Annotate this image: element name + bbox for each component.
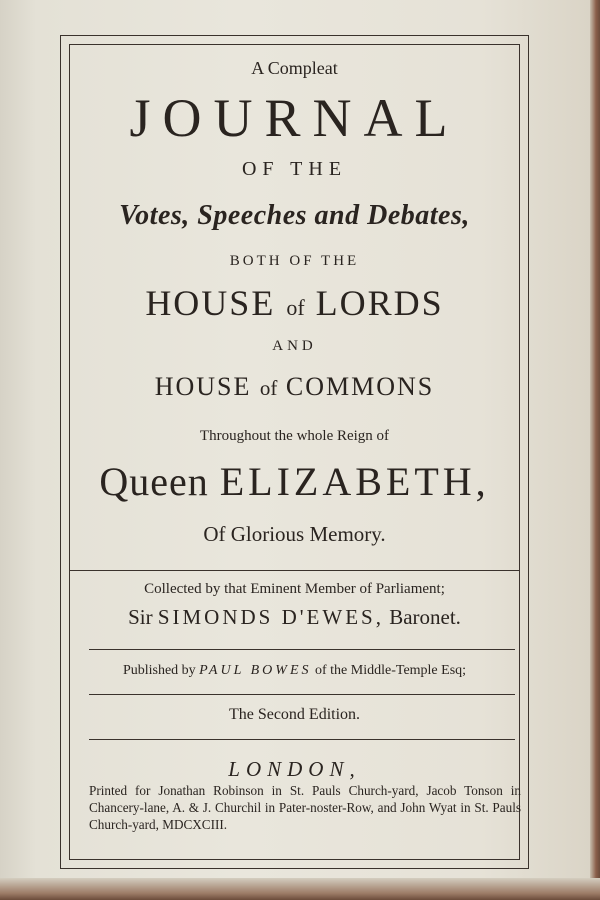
queen-word: Queen bbox=[99, 459, 209, 504]
title-line-and: AND bbox=[272, 338, 317, 354]
publisher-name: PAUL BOWES bbox=[199, 663, 312, 678]
published-by-text: Published by bbox=[122, 663, 196, 678]
title-line-house-of-commons bbox=[69, 372, 520, 402]
title-line-compleat: A Compleat bbox=[251, 58, 338, 78]
lords-of-word: of bbox=[286, 295, 305, 320]
book-binding-edge bbox=[0, 878, 600, 900]
title-line-both-of-the: BOTH OF THE bbox=[229, 253, 360, 269]
author-title: Sir bbox=[128, 605, 153, 629]
lords-house-word: HOUSE bbox=[145, 283, 276, 323]
divider-rule bbox=[69, 570, 520, 571]
commons-house-word: HOUSE bbox=[154, 372, 252, 401]
imprint-city: LONDON, bbox=[228, 757, 361, 781]
imprint-text: Printed for Jonathan Robinson in St. Pauls Church-yard, Jacob Tonson in Chancery-lane, A. & J. Churchil in Pater-noster-Row, and John Wyat in St. Pauls Church-yard, MDCXCIII. bbox=[89, 783, 521, 832]
page-edge bbox=[590, 0, 600, 900]
author-name: SIMONDS D'EWES, bbox=[157, 605, 384, 629]
title-line-journal: JOURNAL bbox=[129, 88, 460, 148]
publisher-affiliation: of the Middle-Temple Esq; bbox=[315, 663, 467, 678]
author-rank: Baronet. bbox=[389, 605, 461, 629]
divider-rule bbox=[89, 694, 515, 695]
title-line-glorious-memory: Of Glorious Memory. bbox=[203, 522, 386, 546]
title-line-throughout: Throughout the whole Reign of bbox=[199, 428, 390, 444]
publisher-line bbox=[69, 663, 520, 679]
title-line-queen-elizabeth bbox=[69, 458, 520, 505]
collected-by-line: Collected by that Eminent Member of Parliament; bbox=[144, 581, 445, 597]
commons-of-word: of bbox=[259, 376, 278, 400]
title-line-of-the: OF THE bbox=[241, 158, 348, 180]
elizabeth-word: ELIZABETH, bbox=[219, 459, 490, 504]
divider-rule bbox=[89, 649, 515, 650]
author-line bbox=[69, 605, 520, 630]
edition-line: The Second Edition. bbox=[228, 706, 361, 723]
divider-rule bbox=[89, 739, 515, 740]
lords-word: LORDS bbox=[315, 283, 444, 323]
commons-word: COMMONS bbox=[285, 372, 435, 401]
title-line-house-of-lords bbox=[69, 282, 520, 324]
title-line-votes-speeches: Votes, Speeches and Debates, bbox=[119, 200, 470, 231]
